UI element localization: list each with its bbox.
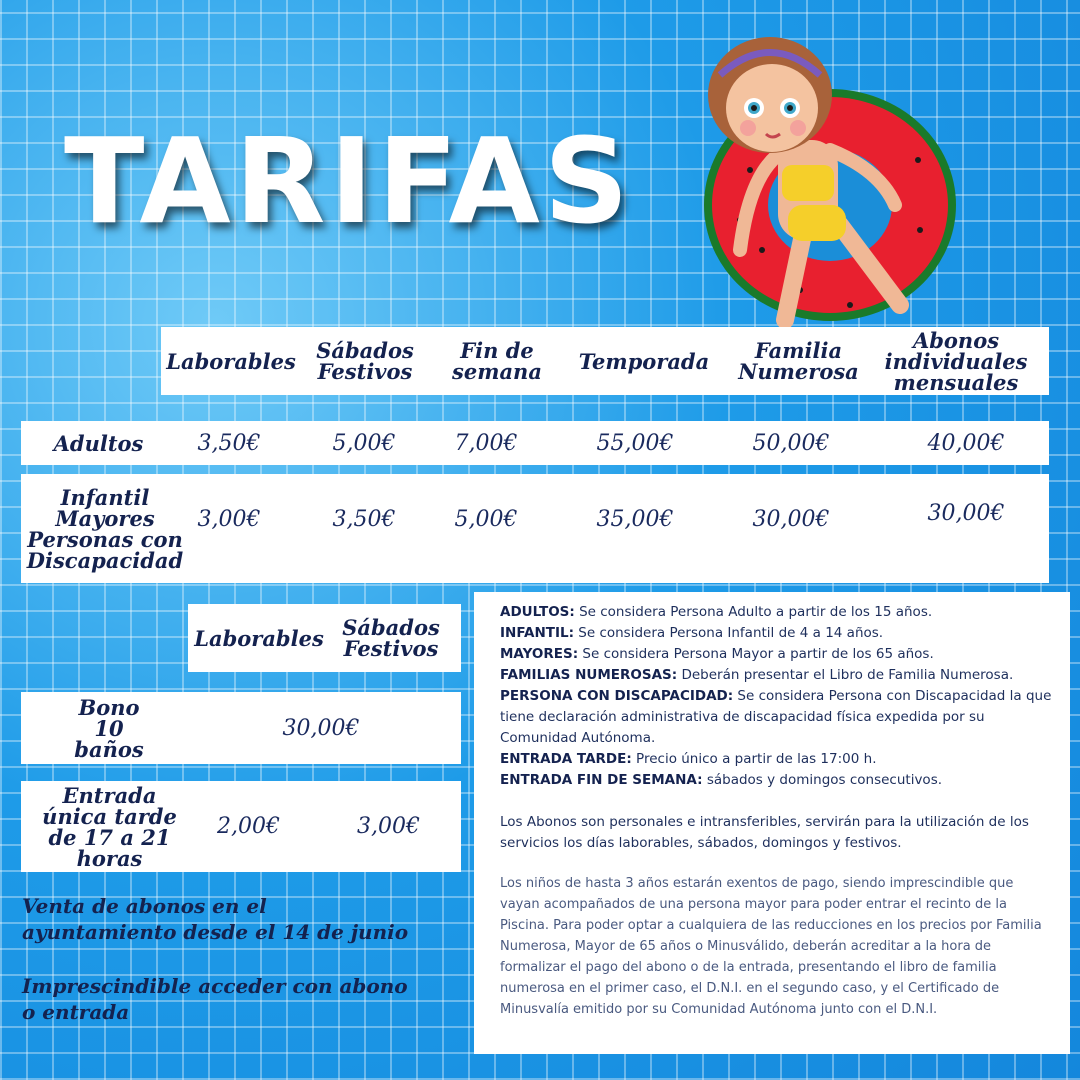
page-title: TARIFAS <box>64 112 633 250</box>
bono-price: 30,00€ <box>282 715 360 741</box>
entrada-tarde-laborables: 2,00€ <box>217 814 280 839</box>
adultos-laborables: 3,50€ <box>197 430 261 456</box>
table2-header-sabados-festivos: Sábados Festivos <box>342 615 440 661</box>
venta-abonos-note: Venta de abonos en el ayuntamiento desde el 14 de junio <box>22 894 409 944</box>
table1-row-adultos <box>21 421 1049 465</box>
table2-row-bono <box>21 692 461 764</box>
table1-header-abonos-mensuales: Abonos individuales mensuales <box>884 327 1028 395</box>
note-infantil: INFANTIL: Se considera Persona Infantil de 4 a 14 años. <box>500 625 884 641</box>
table1-row-infantil <box>21 474 1049 583</box>
adultos-abonos: 40,00€ <box>927 430 1005 456</box>
adultos-temporada: 55,00€ <box>596 430 674 456</box>
row-label-adultos: Adultos <box>53 430 144 456</box>
adultos-sabados: 5,00€ <box>332 430 396 456</box>
adultos-familia-numerosa: 50,00€ <box>752 430 830 456</box>
table1-header-temporada: Temporada <box>578 348 710 374</box>
girl-on-float-illustration <box>690 20 1020 340</box>
note-adultos: ADULTOS: Se considera Persona Adulto a partir de los 15 años. <box>500 604 933 620</box>
table1-header-fin-de-semana: Fin de semana <box>452 338 542 384</box>
note-entrada-tarde: ENTRADA TARDE: Precio único a partir de las 17:00 h. <box>500 751 877 767</box>
acceso-note: Imprescindible acceder con abono o entrada <box>22 974 408 1024</box>
infantil-familia-numerosa: 30,00€ <box>752 506 830 532</box>
note-entrada-fin-de-semana: ENTRADA FIN DE SEMANA: sábados y domingos consecutivos. <box>500 772 943 788</box>
row-label-bono-10-banos: Bono 10 baños <box>74 694 144 762</box>
note-discapacidad: PERSONA CON DISCAPACIDAD: Se considera Persona con Discapacidad la que tiene declaración administrativa de discapacidad física expedida por su Comunidad Autónoma. <box>500 688 1052 746</box>
table2-header-bar <box>188 604 461 672</box>
note-abonos-personales: Los Abonos son personales e intransferibles, servirán para la utilización de los servicios los días laborables, sábados, domingos y festivos. <box>500 814 1029 851</box>
table1-header-familia-numerosa: Familia Numerosa <box>738 338 859 384</box>
note-familias-numerosas: FAMILIAS NUMEROSAS: Deberán presentar el Libro de Familia Numerosa. <box>500 667 1014 683</box>
entrada-tarde-sabados: 3,00€ <box>357 814 420 839</box>
adultos-fin-de-semana: 7,00€ <box>454 430 518 456</box>
table1-header-laborables: Laborables <box>166 348 296 374</box>
infantil-temporada: 35,00€ <box>596 506 674 532</box>
table1-header-sabados-festivos: Sábados Festivos <box>316 338 414 384</box>
row-label-entrada-tarde: Entrada única tarde de 17 a 21 horas <box>42 782 177 871</box>
infantil-laborables: 3,00€ <box>197 506 261 532</box>
notes-definitions <box>500 602 1052 791</box>
row-label-infantil-mayores: Infantil Mayores Personas con Discapacidad <box>26 484 184 573</box>
infantil-fin-de-semana: 5,00€ <box>454 506 518 532</box>
note-mayores: MAYORES: Se considera Persona Mayor a partir de los 65 años. <box>500 646 934 662</box>
infantil-abonos: 30,00€ <box>927 500 1005 526</box>
note-ninos-exentos: Los niños de hasta 3 años estarán exentos de pago, siendo imprescindible que vayan acompañados de una persona mayor para poder entrar el recinto de la Piscina. Para poder optar a cualquiera de las reducciones en los precios por Familia Numerosa, Mayor de 65 años o Minusválido, deberán acreditar a la hora de formalizar el pago del abono o de la entrada, presentando el libro de familia numerosa en el primer caso, el D.N.I. en el segundo caso, y el Certificado de Minusvalía emitido por su Comunidad Autónoma junto con el D.N.I. <box>500 876 1042 1017</box>
table2-header-laborables: Laborables <box>194 625 324 651</box>
notes-panel <box>474 592 1070 1054</box>
table1-header-bar <box>161 327 1049 395</box>
infantil-sabados: 3,50€ <box>332 506 396 532</box>
table2-row-entrada-tarde <box>21 781 461 872</box>
